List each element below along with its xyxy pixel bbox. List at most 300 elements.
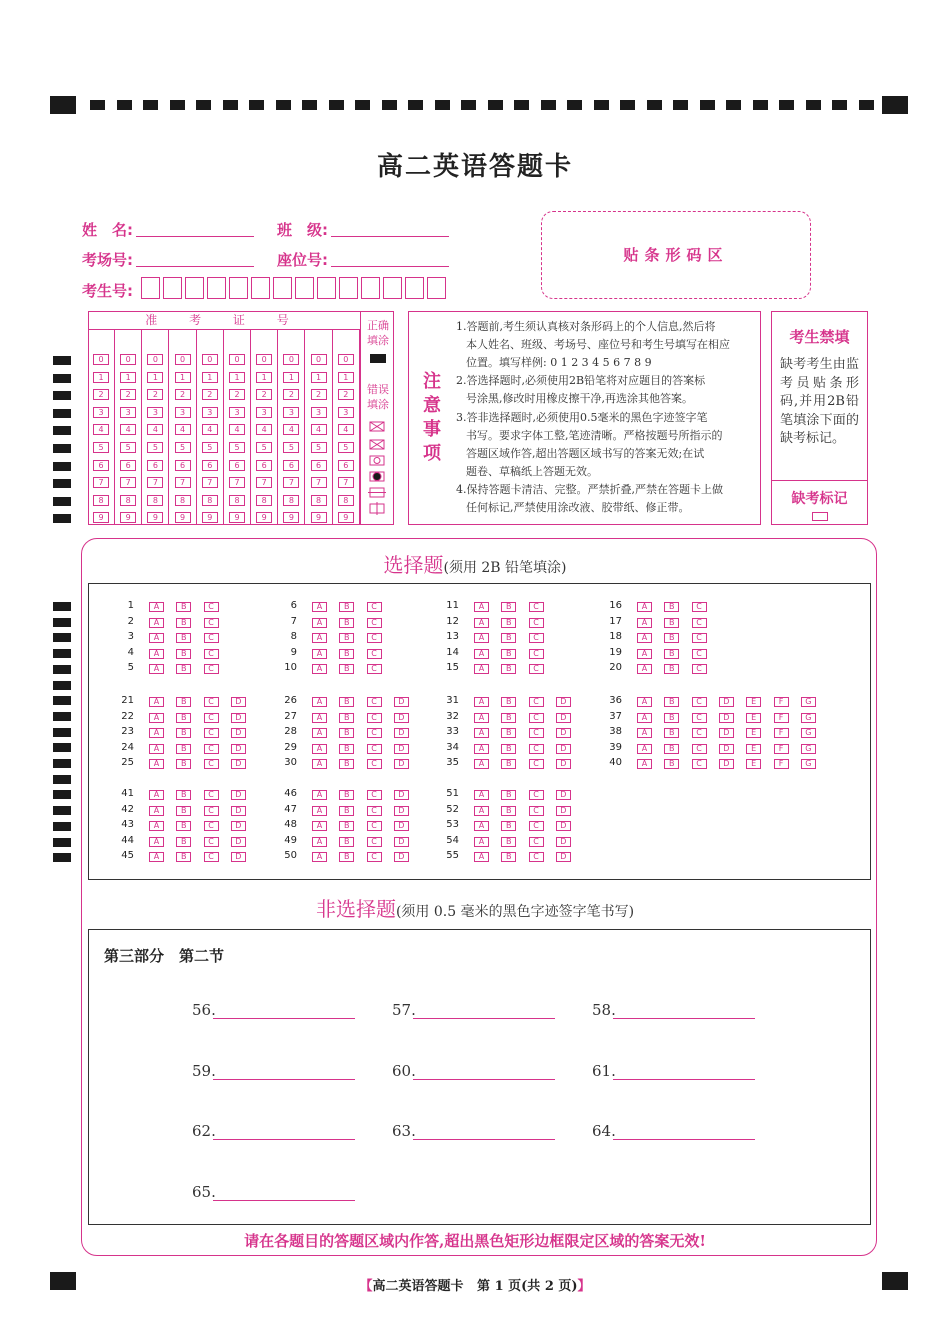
answer-bubble[interactable]: D (231, 837, 246, 847)
answer-bubble[interactable]: D (394, 790, 409, 800)
answer-bubble[interactable]: B (501, 633, 516, 643)
answer-bubble[interactable]: B (339, 806, 354, 816)
answer-bubble[interactable]: B (501, 837, 516, 847)
answer-bubble[interactable]: C (529, 852, 544, 862)
id-digit-bubble[interactable]: 9 (256, 512, 272, 523)
answer-bubble[interactable]: C (367, 821, 382, 831)
exam-number-box[interactable] (185, 277, 204, 299)
answer-bubble[interactable]: B (664, 728, 679, 738)
answer-blank-line[interactable] (613, 1079, 755, 1080)
answer-bubble[interactable]: A (637, 602, 652, 612)
answer-bubble[interactable]: B (501, 618, 516, 628)
answer-bubble[interactable]: A (637, 649, 652, 659)
answer-bubble[interactable]: B (176, 697, 191, 707)
answer-bubble[interactable]: F (774, 728, 789, 738)
answer-bubble[interactable]: A (312, 806, 327, 816)
answer-bubble[interactable]: C (367, 837, 382, 847)
id-digit-bubble[interactable]: 3 (256, 407, 272, 418)
answer-bubble[interactable]: A (149, 633, 164, 643)
answer-bubble[interactable]: B (176, 806, 191, 816)
answer-bubble[interactable]: E (746, 697, 761, 707)
answer-bubble[interactable]: B (176, 713, 191, 723)
answer-bubble[interactable]: B (664, 633, 679, 643)
answer-bubble[interactable]: B (339, 744, 354, 754)
answer-bubble[interactable]: D (556, 744, 571, 754)
answer-bubble[interactable]: E (746, 713, 761, 723)
id-digit-bubble[interactable]: 0 (229, 354, 245, 365)
answer-bubble[interactable]: C (529, 821, 544, 831)
answer-bubble[interactable]: G (801, 697, 816, 707)
id-digit-bubble[interactable]: 3 (93, 407, 109, 418)
answer-bubble[interactable]: C (204, 697, 219, 707)
id-digit-bubble[interactable]: 4 (229, 424, 245, 435)
id-digit-bubble[interactable]: 1 (202, 372, 218, 383)
answer-bubble[interactable]: C (204, 633, 219, 643)
id-digit-bubble[interactable]: 6 (256, 460, 272, 471)
answer-bubble[interactable]: C (692, 633, 707, 643)
answer-bubble[interactable]: C (204, 852, 219, 862)
answer-blank-line[interactable] (213, 1018, 355, 1019)
answer-bubble[interactable]: C (529, 806, 544, 816)
answer-bubble[interactable]: A (149, 821, 164, 831)
exam-number-box[interactable] (229, 277, 248, 299)
answer-bubble[interactable]: A (474, 837, 489, 847)
answer-bubble[interactable]: B (176, 664, 191, 674)
exam-number-box[interactable] (317, 277, 336, 299)
answer-bubble[interactable]: C (692, 759, 707, 769)
answer-bubble[interactable]: D (719, 697, 734, 707)
id-digit-bubble[interactable]: 1 (338, 372, 354, 383)
answer-bubble[interactable]: A (637, 664, 652, 674)
id-digit-bubble[interactable]: 5 (283, 442, 299, 453)
id-digit-bubble[interactable]: 2 (256, 389, 272, 400)
id-digit-bubble[interactable]: 9 (283, 512, 299, 523)
id-digit-bubble[interactable]: 8 (147, 495, 163, 506)
id-digit-bubble[interactable]: 5 (120, 442, 136, 453)
answer-bubble[interactable]: C (529, 664, 544, 674)
answer-bubble[interactable]: A (312, 713, 327, 723)
answer-bubble[interactable]: C (692, 697, 707, 707)
answer-bubble[interactable]: A (149, 806, 164, 816)
id-digit-bubble[interactable]: 5 (311, 442, 327, 453)
id-digit-bubble[interactable]: 5 (175, 442, 191, 453)
id-digit-bubble[interactable]: 3 (283, 407, 299, 418)
id-digit-bubble[interactable]: 2 (202, 389, 218, 400)
id-digit-bubble[interactable]: 7 (147, 477, 163, 488)
name-field[interactable] (136, 236, 254, 237)
answer-bubble[interactable]: C (692, 713, 707, 723)
answer-blank-line[interactable] (613, 1018, 755, 1019)
id-digit-bubble[interactable]: 4 (175, 424, 191, 435)
id-digit-bubble[interactable]: 0 (311, 354, 327, 365)
id-digit-bubble[interactable]: 9 (202, 512, 218, 523)
id-digit-bubble[interactable]: 6 (338, 460, 354, 471)
answer-bubble[interactable]: D (556, 697, 571, 707)
answer-bubble[interactable]: D (556, 790, 571, 800)
exam-number-box[interactable] (251, 277, 270, 299)
id-digit-bubble[interactable]: 1 (256, 372, 272, 383)
answer-bubble[interactable]: B (501, 821, 516, 831)
answer-bubble[interactable]: B (176, 759, 191, 769)
id-digit-bubble[interactable]: 4 (202, 424, 218, 435)
answer-bubble[interactable]: A (312, 837, 327, 847)
answer-bubble[interactable]: A (149, 790, 164, 800)
answer-bubble[interactable]: A (312, 633, 327, 643)
answer-bubble[interactable]: B (176, 852, 191, 862)
id-digit-bubble[interactable]: 7 (338, 477, 354, 488)
answer-bubble[interactable]: F (774, 697, 789, 707)
id-digit-bubble[interactable]: 9 (147, 512, 163, 523)
id-digit-bubble[interactable]: 0 (256, 354, 272, 365)
id-digit-bubble[interactable]: 0 (147, 354, 163, 365)
answer-bubble[interactable]: A (149, 664, 164, 674)
id-digit-bubble[interactable]: 6 (283, 460, 299, 471)
answer-bubble[interactable]: B (664, 697, 679, 707)
answer-bubble[interactable]: D (556, 837, 571, 847)
answer-bubble[interactable]: A (312, 664, 327, 674)
answer-bubble[interactable]: C (692, 728, 707, 738)
id-digit-bubble[interactable]: 2 (283, 389, 299, 400)
answer-bubble[interactable]: C (367, 728, 382, 738)
answer-bubble[interactable]: A (474, 649, 489, 659)
id-digit-bubble[interactable]: 6 (175, 460, 191, 471)
answer-bubble[interactable]: F (774, 713, 789, 723)
answer-bubble[interactable]: D (394, 713, 409, 723)
answer-bubble[interactable]: C (367, 633, 382, 643)
answer-bubble[interactable]: A (312, 790, 327, 800)
answer-bubble[interactable]: D (231, 806, 246, 816)
answer-bubble[interactable]: D (394, 759, 409, 769)
answer-bubble[interactable]: B (176, 728, 191, 738)
id-digit-bubble[interactable]: 8 (93, 495, 109, 506)
answer-bubble[interactable]: B (176, 633, 191, 643)
answer-bubble[interactable]: B (176, 744, 191, 754)
answer-bubble[interactable]: B (339, 602, 354, 612)
id-digit-bubble[interactable]: 4 (311, 424, 327, 435)
answer-bubble[interactable]: B (501, 697, 516, 707)
answer-bubble[interactable]: B (664, 744, 679, 754)
answer-blank-line[interactable] (413, 1079, 555, 1080)
answer-bubble[interactable]: D (394, 837, 409, 847)
exam-number-box[interactable] (339, 277, 358, 299)
id-digit-bubble[interactable]: 4 (147, 424, 163, 435)
answer-bubble[interactable]: D (394, 728, 409, 738)
answer-bubble[interactable]: A (312, 821, 327, 831)
answer-bubble[interactable]: D (556, 713, 571, 723)
id-digit-bubble[interactable]: 1 (120, 372, 136, 383)
id-digit-bubble[interactable]: 7 (283, 477, 299, 488)
id-digit-bubble[interactable]: 5 (256, 442, 272, 453)
answer-bubble[interactable]: D (231, 821, 246, 831)
answer-bubble[interactable]: B (664, 759, 679, 769)
id-digit-bubble[interactable]: 9 (120, 512, 136, 523)
seat-field[interactable] (331, 266, 449, 267)
answer-bubble[interactable]: C (204, 759, 219, 769)
answer-bubble[interactable]: D (556, 728, 571, 738)
answer-bubble[interactable]: A (149, 618, 164, 628)
id-digit-bubble[interactable]: 8 (338, 495, 354, 506)
answer-bubble[interactable]: A (474, 806, 489, 816)
answer-bubble[interactable]: A (149, 713, 164, 723)
id-digit-bubble[interactable]: 2 (311, 389, 327, 400)
answer-bubble[interactable]: B (339, 618, 354, 628)
answer-bubble[interactable]: D (231, 728, 246, 738)
answer-blank-line[interactable] (413, 1018, 555, 1019)
answer-bubble[interactable]: A (474, 728, 489, 738)
answer-bubble[interactable]: D (231, 713, 246, 723)
answer-bubble[interactable]: C (204, 618, 219, 628)
id-digit-bubble[interactable]: 8 (283, 495, 299, 506)
answer-bubble[interactable]: B (176, 790, 191, 800)
answer-bubble[interactable]: B (339, 852, 354, 862)
answer-bubble[interactable]: G (801, 744, 816, 754)
answer-bubble[interactable]: D (394, 821, 409, 831)
id-digit-bubble[interactable]: 0 (338, 354, 354, 365)
id-digit-bubble[interactable]: 9 (311, 512, 327, 523)
answer-bubble[interactable]: D (231, 852, 246, 862)
answer-bubble[interactable]: A (149, 837, 164, 847)
answer-bubble[interactable]: A (637, 633, 652, 643)
answer-bubble[interactable]: C (367, 744, 382, 754)
answer-bubble[interactable]: A (312, 602, 327, 612)
answer-bubble[interactable]: B (176, 649, 191, 659)
answer-bubble[interactable]: C (529, 633, 544, 643)
id-digit-bubble[interactable]: 5 (229, 442, 245, 453)
answer-bubble[interactable]: D (719, 759, 734, 769)
answer-bubble[interactable]: B (501, 602, 516, 612)
answer-bubble[interactable]: A (149, 697, 164, 707)
absent-mark-bubble[interactable] (812, 512, 828, 521)
answer-bubble[interactable]: B (664, 713, 679, 723)
answer-bubble[interactable]: C (529, 744, 544, 754)
answer-bubble[interactable]: C (692, 618, 707, 628)
id-digit-bubble[interactable]: 5 (147, 442, 163, 453)
id-digit-bubble[interactable]: 7 (202, 477, 218, 488)
id-digit-bubble[interactable]: 3 (175, 407, 191, 418)
answer-bubble[interactable]: A (312, 728, 327, 738)
answer-bubble[interactable]: C (367, 618, 382, 628)
exam-number-box[interactable] (141, 277, 160, 299)
answer-bubble[interactable]: A (637, 618, 652, 628)
answer-bubble[interactable]: C (204, 713, 219, 723)
answer-bubble[interactable]: G (801, 759, 816, 769)
exam-number-box[interactable] (207, 277, 226, 299)
answer-bubble[interactable]: A (149, 852, 164, 862)
id-digit-bubble[interactable]: 0 (283, 354, 299, 365)
id-digit-bubble[interactable]: 7 (175, 477, 191, 488)
answer-blank-line[interactable] (213, 1200, 355, 1201)
id-digit-bubble[interactable]: 2 (229, 389, 245, 400)
answer-bubble[interactable]: B (339, 728, 354, 738)
answer-bubble[interactable]: A (637, 713, 652, 723)
answer-bubble[interactable]: B (501, 790, 516, 800)
answer-bubble[interactable]: A (312, 852, 327, 862)
answer-bubble[interactable]: A (637, 759, 652, 769)
answer-bubble[interactable]: C (692, 649, 707, 659)
answer-bubble[interactable]: A (149, 728, 164, 738)
id-digit-bubble[interactable]: 4 (338, 424, 354, 435)
id-digit-bubble[interactable]: 4 (256, 424, 272, 435)
answer-bubble[interactable]: B (664, 649, 679, 659)
answer-bubble[interactable]: D (556, 821, 571, 831)
answer-bubble[interactable]: C (529, 790, 544, 800)
answer-bubble[interactable]: A (149, 744, 164, 754)
answer-bubble[interactable]: C (529, 713, 544, 723)
id-digit-bubble[interactable]: 3 (202, 407, 218, 418)
exam-number-box[interactable] (273, 277, 292, 299)
answer-bubble[interactable]: D (394, 744, 409, 754)
answer-bubble[interactable]: B (501, 728, 516, 738)
id-digit-bubble[interactable]: 2 (338, 389, 354, 400)
answer-bubble[interactable]: C (204, 821, 219, 831)
answer-blank-line[interactable] (613, 1139, 755, 1140)
id-digit-bubble[interactable]: 5 (202, 442, 218, 453)
answer-bubble[interactable]: D (231, 697, 246, 707)
room-field[interactable] (136, 266, 254, 267)
answer-bubble[interactable]: C (529, 618, 544, 628)
answer-bubble[interactable]: A (474, 759, 489, 769)
answer-bubble[interactable]: C (367, 602, 382, 612)
answer-bubble[interactable]: D (556, 759, 571, 769)
answer-bubble[interactable]: C (204, 837, 219, 847)
exam-number-box[interactable] (405, 277, 424, 299)
answer-bubble[interactable]: A (149, 649, 164, 659)
answer-bubble[interactable]: B (501, 664, 516, 674)
answer-bubble[interactable]: D (394, 852, 409, 862)
id-digit-bubble[interactable]: 8 (120, 495, 136, 506)
answer-bubble[interactable]: C (529, 649, 544, 659)
answer-bubble[interactable]: A (474, 713, 489, 723)
id-digit-bubble[interactable]: 8 (229, 495, 245, 506)
answer-bubble[interactable]: C (204, 664, 219, 674)
answer-bubble[interactable]: B (501, 806, 516, 816)
answer-bubble[interactable]: C (367, 759, 382, 769)
id-digit-bubble[interactable]: 8 (256, 495, 272, 506)
answer-bubble[interactable]: E (746, 728, 761, 738)
answer-bubble[interactable]: A (474, 697, 489, 707)
answer-bubble[interactable]: A (312, 618, 327, 628)
id-digit-bubble[interactable]: 5 (93, 442, 109, 453)
answer-bubble[interactable]: A (474, 744, 489, 754)
answer-bubble[interactable]: C (692, 744, 707, 754)
answer-bubble[interactable]: B (176, 602, 191, 612)
answer-bubble[interactable]: A (637, 697, 652, 707)
answer-bubble[interactable]: C (204, 649, 219, 659)
answer-bubble[interactable]: A (474, 633, 489, 643)
answer-bubble[interactable]: B (339, 697, 354, 707)
answer-bubble[interactable]: C (204, 790, 219, 800)
answer-bubble[interactable]: B (339, 790, 354, 800)
answer-bubble[interactable]: B (501, 713, 516, 723)
answer-bubble[interactable]: C (367, 697, 382, 707)
id-digit-bubble[interactable]: 6 (311, 460, 327, 471)
answer-bubble[interactable]: A (312, 744, 327, 754)
answer-bubble[interactable]: F (774, 744, 789, 754)
answer-bubble[interactable]: A (312, 649, 327, 659)
answer-bubble[interactable]: B (176, 618, 191, 628)
id-digit-bubble[interactable]: 1 (93, 372, 109, 383)
id-digit-bubble[interactable]: 9 (338, 512, 354, 523)
answer-bubble[interactable]: E (746, 744, 761, 754)
id-digit-bubble[interactable]: 8 (175, 495, 191, 506)
id-digit-bubble[interactable]: 3 (338, 407, 354, 418)
id-digit-bubble[interactable]: 8 (311, 495, 327, 506)
id-digit-bubble[interactable]: 2 (175, 389, 191, 400)
answer-blank-line[interactable] (413, 1139, 555, 1140)
answer-bubble[interactable]: B (176, 821, 191, 831)
id-digit-bubble[interactable]: 0 (202, 354, 218, 365)
id-digit-bubble[interactable]: 7 (229, 477, 245, 488)
id-digit-bubble[interactable]: 7 (256, 477, 272, 488)
answer-bubble[interactable]: B (339, 649, 354, 659)
id-digit-bubble[interactable]: 7 (120, 477, 136, 488)
class-field[interactable] (331, 236, 449, 237)
answer-bubble[interactable]: D (394, 697, 409, 707)
answer-bubble[interactable]: B (501, 649, 516, 659)
answer-bubble[interactable]: C (529, 697, 544, 707)
answer-bubble[interactable]: C (367, 852, 382, 862)
id-digit-bubble[interactable]: 1 (229, 372, 245, 383)
id-digit-bubble[interactable]: 0 (175, 354, 191, 365)
answer-bubble[interactable]: A (474, 821, 489, 831)
answer-bubble[interactable]: B (664, 602, 679, 612)
answer-bubble[interactable]: C (204, 806, 219, 816)
answer-bubble[interactable]: A (637, 744, 652, 754)
answer-bubble[interactable]: E (746, 759, 761, 769)
answer-bubble[interactable]: B (339, 713, 354, 723)
answer-bubble[interactable]: D (719, 728, 734, 738)
id-digit-bubble[interactable]: 1 (311, 372, 327, 383)
id-digit-bubble[interactable]: 8 (202, 495, 218, 506)
id-digit-bubble[interactable]: 3 (229, 407, 245, 418)
answer-bubble[interactable]: B (501, 759, 516, 769)
id-digit-bubble[interactable]: 7 (311, 477, 327, 488)
answer-bubble[interactable]: B (339, 821, 354, 831)
answer-bubble[interactable]: D (231, 744, 246, 754)
id-digit-bubble[interactable]: 6 (229, 460, 245, 471)
exam-number-box[interactable] (361, 277, 380, 299)
answer-bubble[interactable]: A (149, 759, 164, 769)
answer-bubble[interactable]: C (529, 728, 544, 738)
answer-bubble[interactable]: C (529, 759, 544, 769)
answer-bubble[interactable]: C (367, 806, 382, 816)
answer-bubble[interactable]: D (556, 806, 571, 816)
answer-bubble[interactable]: B (664, 618, 679, 628)
answer-bubble[interactable]: A (474, 852, 489, 862)
answer-bubble[interactable]: B (339, 837, 354, 847)
answer-bubble[interactable]: A (637, 728, 652, 738)
answer-bubble[interactable]: B (501, 852, 516, 862)
id-digit-bubble[interactable]: 5 (338, 442, 354, 453)
answer-bubble[interactable]: G (801, 713, 816, 723)
answer-bubble[interactable]: B (339, 664, 354, 674)
answer-bubble[interactable]: B (176, 837, 191, 847)
id-digit-bubble[interactable]: 0 (120, 354, 136, 365)
id-digit-bubble[interactable]: 2 (93, 389, 109, 400)
answer-bubble[interactable]: D (231, 759, 246, 769)
id-digit-bubble[interactable]: 1 (283, 372, 299, 383)
answer-bubble[interactable]: C (529, 837, 544, 847)
answer-bubble[interactable]: D (394, 806, 409, 816)
id-digit-bubble[interactable]: 7 (93, 477, 109, 488)
answer-bubble[interactable]: A (474, 664, 489, 674)
answer-bubble[interactable]: D (719, 713, 734, 723)
answer-bubble[interactable]: B (501, 744, 516, 754)
answer-bubble[interactable]: C (204, 728, 219, 738)
id-digit-bubble[interactable]: 1 (147, 372, 163, 383)
answer-blank-line[interactable] (213, 1079, 355, 1080)
answer-bubble[interactable]: C (692, 664, 707, 674)
